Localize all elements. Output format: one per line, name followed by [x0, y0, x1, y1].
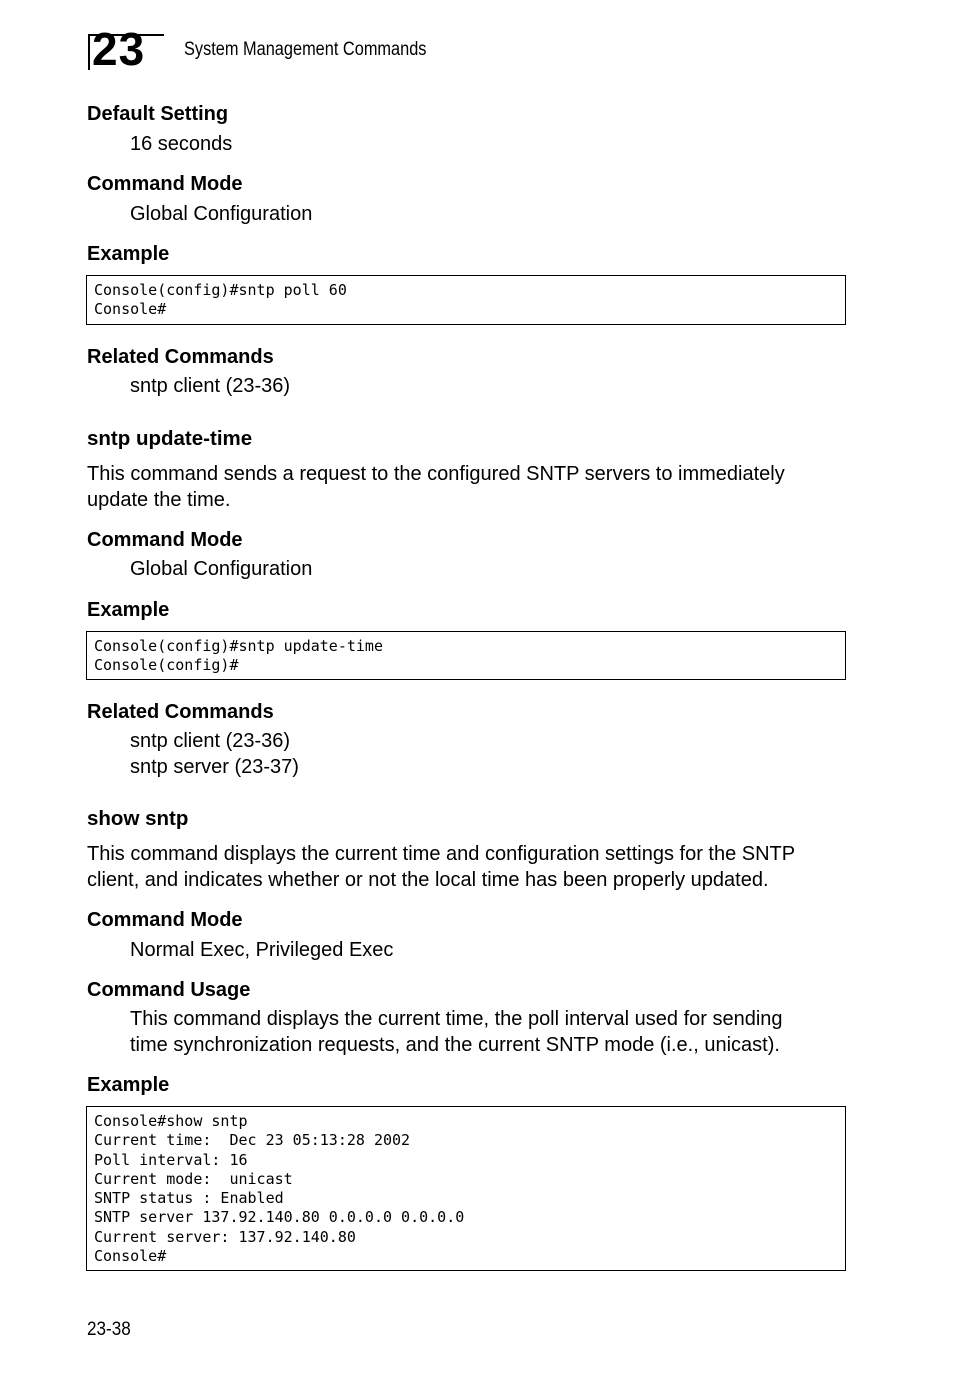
- running-header-title: System Management Commands: [184, 39, 427, 60]
- example-heading: Example: [87, 1074, 170, 1096]
- related-commands-heading: Related Commands: [87, 346, 274, 368]
- usage-line: time synchronization requests, and the current SNTP mode (i.e., unicast).: [130, 1033, 780, 1056]
- code-line: Current server: 137.92.140.80: [94, 1227, 356, 1246]
- example-heading: Example: [87, 599, 170, 621]
- code-example-box: [86, 631, 846, 680]
- code-line: Console(config)#sntp poll 60: [94, 281, 347, 299]
- description-line: client, and indicates whether or not the local time has been properly updated.: [87, 868, 769, 891]
- command-description: [87, 842, 847, 893]
- command-mode-value: Normal Exec, Privileged Exec: [130, 939, 394, 961]
- code-line: Console(config)#sntp update-time: [94, 637, 383, 655]
- code-line: Console#: [94, 300, 167, 319]
- description-line: This command displays the current time and configuration settings for the SNTP: [87, 843, 796, 865]
- code-line: SNTP status : Enabled: [94, 1189, 284, 1208]
- chapter-number: 23: [92, 23, 146, 75]
- related-command-item: sntp server (23-37): [130, 756, 299, 778]
- related-commands-heading: Related Commands: [87, 701, 274, 723]
- code-example-box: [86, 275, 846, 325]
- code-line: Console#show sntp: [94, 1112, 248, 1130]
- description-line: This command sends a request to the configured SNTP servers to immediately: [87, 463, 785, 485]
- description-line: update the time.: [87, 488, 231, 511]
- code-line: Current time: Dec 23 05:13:28 2002: [94, 1131, 411, 1150]
- command-description: [87, 462, 847, 513]
- command-usage-heading: Command Usage: [87, 979, 251, 1001]
- default-setting-value: 16 seconds: [130, 133, 233, 155]
- code-line: Poll interval: 16: [94, 1150, 248, 1169]
- command-mode-heading: Command Mode: [87, 529, 243, 551]
- command-title: sntp update-time: [87, 427, 253, 450]
- command-mode-heading: Command Mode: [87, 173, 243, 195]
- code-line: Console#: [94, 1247, 167, 1266]
- command-usage-text: [130, 1007, 850, 1058]
- usage-line: This command displays the current time, the poll interval used for sending: [130, 1008, 783, 1030]
- command-title: show sntp: [87, 807, 189, 830]
- page-number: 23-38: [87, 1319, 131, 1340]
- command-mode-value: Global Configuration: [130, 558, 313, 580]
- example-heading: Example: [87, 243, 170, 265]
- code-line: Current mode: unicast: [94, 1169, 293, 1188]
- command-mode-value: Global Configuration: [130, 203, 313, 225]
- default-setting-heading: Default Setting: [87, 103, 229, 125]
- code-line: SNTP server 137.92.140.80 0.0.0.0 0.0.0.0: [94, 1208, 465, 1227]
- code-example-box: [86, 1106, 846, 1271]
- related-command-item: sntp client (23-36): [130, 375, 291, 397]
- command-mode-heading: Command Mode: [87, 909, 243, 931]
- related-command-item: sntp client (23-36): [130, 730, 291, 752]
- code-line: Console(config)#: [94, 656, 239, 675]
